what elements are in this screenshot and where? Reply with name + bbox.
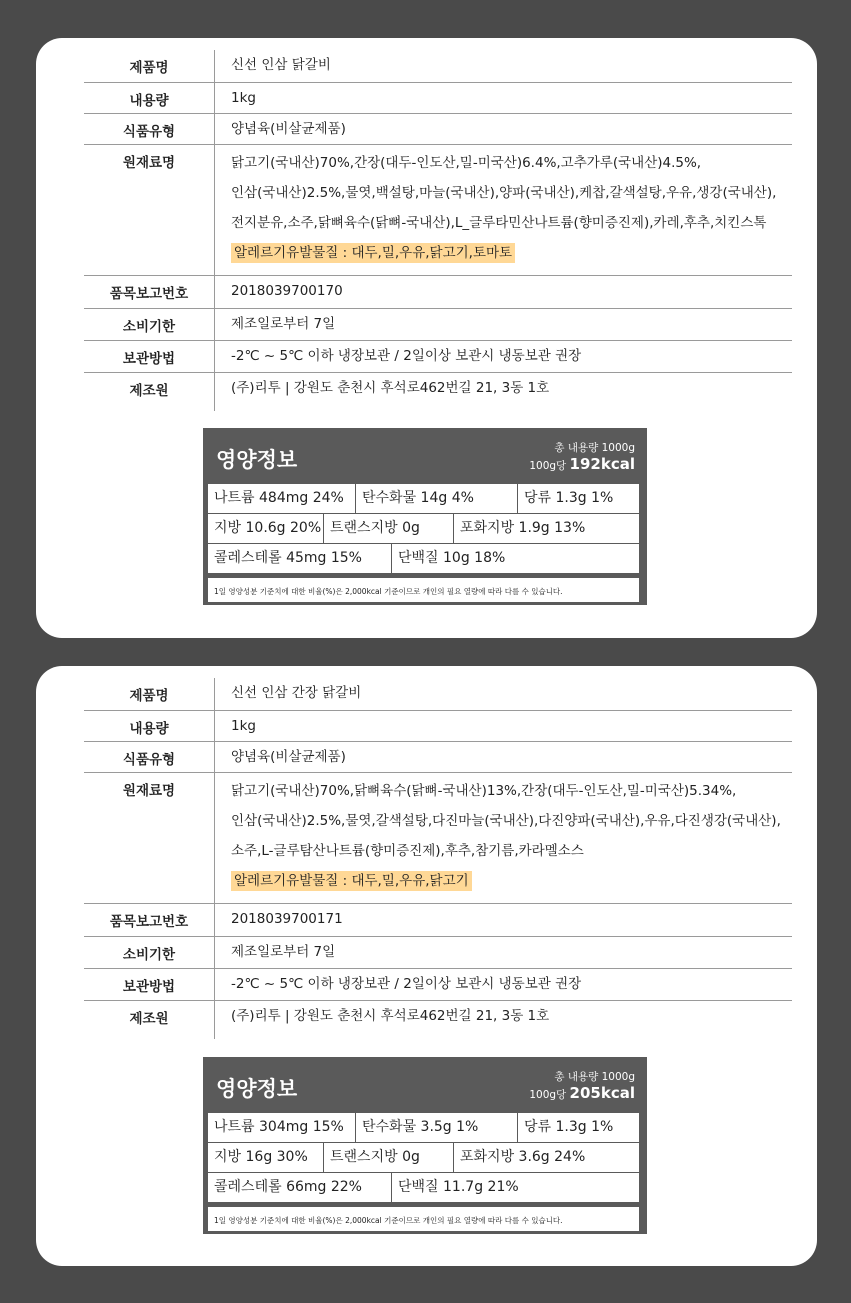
info-row-storage xyxy=(84,341,792,373)
ingredient-line: 인삼(국내산)2.5%,물엿,백설탕,마늘(국내산),양파(국내산),케찹,갈색설탕,우유,생강(국내산), xyxy=(231,185,777,201)
info-label: 제품명 xyxy=(84,678,215,710)
info-value: 신선 인삼 간장 닭갈비 xyxy=(231,685,362,701)
info-row-name xyxy=(84,678,792,711)
kcal-value: 192kcal xyxy=(569,455,635,473)
info-label: 보관방법 xyxy=(84,969,215,1000)
ingredient-line: 전지분유,소주,닭뼈육수(닭뼈-국내산),L_글루타민산나트륨(향미증진제),카레,후추,치킨스톡 xyxy=(231,215,767,231)
nutrition-note: 1일 영양성분 기준치에 대한 비율(%)은 2,000kcal 기준이므로 개인의 필요 열량에 따라 다를 수 있습니다. xyxy=(208,574,639,602)
nutrition-grid xyxy=(208,1113,639,1231)
info-row-type xyxy=(84,742,792,773)
info-value: 제조일로부터 7일 xyxy=(231,316,336,332)
info-row-expiry xyxy=(84,937,792,969)
info-label: 원재료명 xyxy=(84,773,215,903)
nutrient-trans-fat: 트랜스지방 0g xyxy=(324,514,454,543)
nutrition-row xyxy=(208,514,639,544)
nutrient-protein: 단백질 10g 18% xyxy=(398,550,506,566)
info-row-report-number xyxy=(84,276,792,309)
nutrient-sugar: 당류 1.3g 1% xyxy=(524,1119,614,1135)
info-value: -2℃ ~ 5℃ 이하 냉장보관 / 2일이상 보관시 냉동보관 권장 xyxy=(231,976,582,992)
info-label: 제품명 xyxy=(84,50,215,82)
allergen-highlight: 알레르기유발물질 : 대두,밀,우유,닭고기 xyxy=(231,871,472,891)
nutrient-fat: 지방 10.6g 20% xyxy=(208,514,324,543)
allergen-highlight: 알레르기유발물질 : 대두,밀,우유,닭고기,토마토 xyxy=(231,243,515,263)
nutrient-protein: 단백질 11.7g 21% xyxy=(398,1179,519,1195)
info-row-expiry xyxy=(84,309,792,341)
info-row-ingredients xyxy=(84,145,792,276)
nutrient-sodium: 나트륨 484mg 24% xyxy=(208,484,356,513)
info-row-ingredients xyxy=(84,773,792,904)
nutrient-sodium: 나트륨 304mg 15% xyxy=(208,1113,356,1142)
product-info-table xyxy=(84,50,792,411)
info-label: 소비기한 xyxy=(84,937,215,968)
nutrient-saturated-fat: 포화지방 1.9g 13% xyxy=(460,520,586,536)
nutrition-facts-box xyxy=(203,428,647,605)
info-row-type xyxy=(84,114,792,145)
info-value: 신선 인삼 닭갈비 xyxy=(231,57,331,73)
nutrient-trans-fat: 트랜스지방 0g xyxy=(324,1143,454,1172)
info-label: 보관방법 xyxy=(84,341,215,372)
product-card-1 xyxy=(36,38,817,638)
info-value: 1kg xyxy=(231,90,256,106)
kcal-value: 205kcal xyxy=(569,1084,635,1102)
ingredient-line: 닭고기(국내산)70%,닭뼈육수(닭뼈-국내산)13%,간장(대두-인도산,밀-미국산)5.34%, xyxy=(231,783,737,799)
info-row-manufacturer xyxy=(84,373,792,411)
nutrition-kcal xyxy=(529,1084,635,1102)
info-value: 제조일로부터 7일 xyxy=(231,944,336,960)
info-value: (주)리투 | 강원도 춘천시 후석로462번길 21, 3동 1호 xyxy=(231,380,550,396)
nutrition-row xyxy=(208,1113,639,1143)
info-row-report-number xyxy=(84,904,792,937)
product-info-table xyxy=(84,678,792,1039)
info-value: 2018039700171 xyxy=(231,911,343,927)
nutrient-cholesterol: 콜레스테롤 66mg 22% xyxy=(208,1173,392,1202)
info-label: 제조원 xyxy=(84,1001,215,1039)
nutrition-total: 총 내용량 1000g xyxy=(554,442,635,454)
info-label: 소비기한 xyxy=(84,309,215,340)
info-label: 내용량 xyxy=(84,83,215,113)
info-value: (주)리투 | 강원도 춘천시 후석로462번길 21, 3동 1호 xyxy=(231,1008,550,1024)
info-row-volume xyxy=(84,83,792,114)
nutrient-saturated-fat: 포화지방 3.6g 24% xyxy=(460,1149,586,1165)
nutrient-fat: 지방 16g 30% xyxy=(208,1143,324,1172)
nutrition-row xyxy=(208,1173,639,1203)
nutrition-kcal xyxy=(529,455,635,473)
nutrient-carbs: 탄수화물 3.5g 1% xyxy=(356,1113,518,1142)
nutrition-facts-box xyxy=(203,1057,647,1234)
nutrition-row xyxy=(208,544,639,574)
info-value: -2℃ ~ 5℃ 이하 냉장보관 / 2일이상 보관시 냉동보관 권장 xyxy=(231,348,582,364)
nutrition-row xyxy=(208,484,639,514)
nutrition-title: 영양정보 xyxy=(216,448,298,472)
nutrition-note: 1일 영양성분 기준치에 대한 비율(%)은 2,000kcal 기준이므로 개인의 필요 열량에 따라 다를 수 있습니다. xyxy=(208,1203,639,1231)
info-row-name xyxy=(84,50,792,83)
product-card-2 xyxy=(36,666,817,1266)
kcal-prefix: 100g당 xyxy=(529,460,567,472)
info-value: 2018039700170 xyxy=(231,283,343,299)
ingredient-line: 소주,L-글루탐산나트륨(향미증진제),후추,참기름,카라멜소스 xyxy=(231,843,584,859)
info-value: 1kg xyxy=(231,718,256,734)
nutrition-row xyxy=(208,1143,639,1173)
ingredient-line: 인삼(국내산)2.5%,물엿,갈색설탕,다진마늘(국내산),다진양파(국내산),우유,다진생강(국내산), xyxy=(231,813,781,829)
nutrient-cholesterol: 콜레스테롤 45mg 15% xyxy=(208,544,392,573)
kcal-prefix: 100g당 xyxy=(529,1089,567,1101)
info-label: 식품유형 xyxy=(84,742,215,772)
info-row-volume xyxy=(84,711,792,742)
info-label: 식품유형 xyxy=(84,114,215,144)
info-label: 제조원 xyxy=(84,373,215,411)
info-value: 양념육(비살균제품) xyxy=(231,121,346,137)
info-value: 양념육(비살균제품) xyxy=(231,749,346,765)
nutrition-grid xyxy=(208,484,639,602)
info-label: 품목보고번호 xyxy=(84,904,215,936)
nutrition-title: 영양정보 xyxy=(216,1077,298,1101)
info-row-manufacturer xyxy=(84,1001,792,1039)
info-label: 원재료명 xyxy=(84,145,215,275)
nutrient-carbs: 탄수화물 14g 4% xyxy=(356,484,518,513)
info-row-storage xyxy=(84,969,792,1001)
info-label: 내용량 xyxy=(84,711,215,741)
info-label: 품목보고번호 xyxy=(84,276,215,308)
ingredient-line: 닭고기(국내산)70%,간장(대두-인도산,밀-미국산)6.4%,고추가루(국내산)4.5%, xyxy=(231,155,702,171)
nutrition-total: 총 내용량 1000g xyxy=(554,1071,635,1083)
nutrient-sugar: 당류 1.3g 1% xyxy=(524,490,614,506)
